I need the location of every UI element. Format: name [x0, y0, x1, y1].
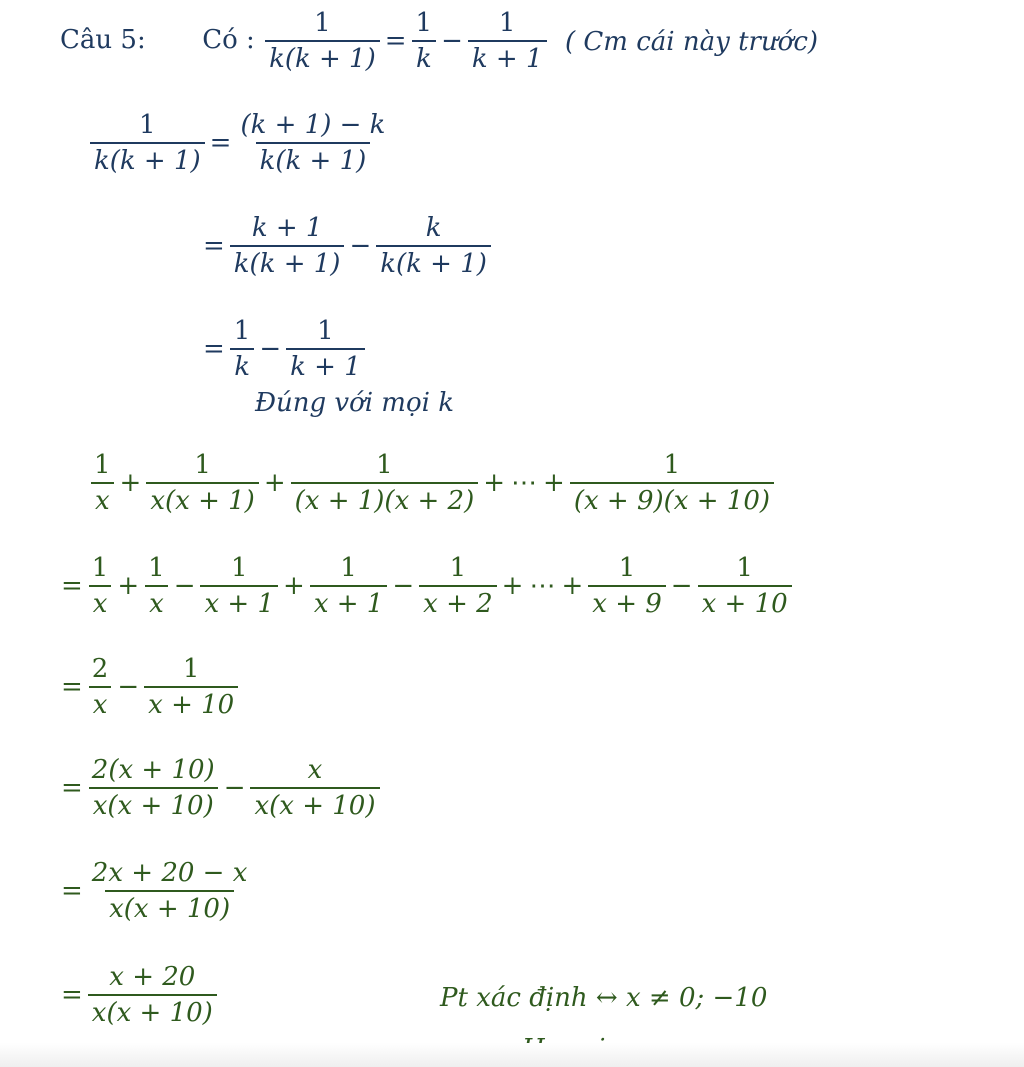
fraction: $\frac{1}{k}$ — [412, 10, 437, 72]
fraction: $\frac{1}{k(k + 1)}$ — [265, 10, 380, 72]
fraction: $\frac{1}{k(k + 1)}$ — [90, 112, 205, 174]
fraction: $\frac{2x + 20 - x}{x(x + 10)}$ — [91, 858, 248, 924]
intro-co: Có : — [202, 25, 255, 55]
proof-conclusion: Đúng với mọi k — [255, 388, 454, 418]
fraction: $\frac{1}{x(x + 1)}$ — [146, 452, 258, 514]
question-label: Câu 5: — [60, 25, 146, 55]
fraction: $\frac{(k + 1) - k}{k(k + 1)}$ — [240, 110, 386, 176]
fraction: $\frac{1}{x + 1}$ — [200, 555, 278, 617]
fraction: $\frac{1}{x + 2}$ — [419, 555, 497, 617]
fraction: $\frac{1}{k + 1}$ — [468, 10, 547, 72]
fraction: $\frac{k + 1}{k(k + 1)}$ — [230, 215, 345, 277]
solution-line-3: = $\frac{2}{x}$ − $\frac{1}{x + 10}$ — [58, 656, 240, 718]
fraction: $\frac{1}{x}$ — [88, 555, 113, 617]
page-bottom-shade — [0, 1043, 1024, 1067]
fraction: $\frac{k}{k(k + 1)}$ — [376, 215, 491, 277]
solution-line-1: $\frac{1}{x}$ + $\frac{1}{x(x + 1)}$ + $\frac{1}{(x + 1)(x + 2)}$ + ⋯ + $\frac{1}{(x + 9)(x + 10)}$ — [88, 452, 776, 514]
fraction: $\frac{1}{k}$ — [230, 318, 255, 380]
proof-line-3: = $\frac{1}{k}$ − $\frac{1}{k + 1}$ — [200, 318, 367, 380]
fraction: $\frac{1}{x + 1}$ — [310, 555, 388, 617]
fraction: $\frac{1}{x + 10}$ — [144, 656, 238, 718]
intro-note: ( Cm cái này trước) — [565, 27, 819, 57]
fraction: $\frac{2(x + 10)}{x(x + 10)}$ — [88, 757, 219, 819]
domain-condition: Pt xác định ↔ x ≠ 0; −10 — [440, 983, 768, 1013]
fraction: $\frac{x + 20}{x(x + 10)}$ — [88, 964, 217, 1026]
solution-line-6: = $\frac{x + 20}{x(x + 10)}$ — [58, 964, 219, 1026]
fraction: $\frac{1}{x + 10}$ — [698, 555, 792, 617]
fraction: $\frac{1}{x + 9}$ — [588, 555, 666, 617]
solution-line-4: = $\frac{2(x + 10)}{x(x + 10)}$ − $\frac{x}{x(x + 10)}$ — [58, 757, 382, 819]
fraction: $\frac{1}{x}$ — [90, 452, 115, 514]
fraction: $\frac{x}{x(x + 10)}$ — [250, 757, 379, 819]
proof-line-2: = $\frac{k + 1}{k(k + 1)}$ − $\frac{k}{k(k + 1)}$ — [200, 215, 493, 277]
fraction: $\frac{1}{x}$ — [144, 555, 169, 617]
fraction: $\frac{1}{(x + 1)(x + 2)}$ — [291, 452, 479, 514]
fraction: $\frac{2}{x}$ — [88, 656, 113, 718]
question-header: Câu 5: Có : $\frac{1}{k(k + 1)}$ = $\frac{1}{k}$ − $\frac{1}{k + 1}$ — [60, 10, 549, 72]
proof-line-1: $\frac{1}{k(k + 1)}$ = $\frac{(k + 1) - k}{k(k + 1)}$ — [88, 112, 391, 174]
solution-line-5: = $\frac{2x + 20 - x}{x(x + 10)}$ — [58, 860, 253, 922]
solution-line-2: = $\frac{1}{x}$ + $\frac{1}{x}$ − $\frac{1}{x + 1}$ + $\frac{1}{x + 1}$ − $\frac{1}{x + 2}$ + ⋯ + $\frac{1}{x + 9}$ − $\frac{1}{x + 10}$ — [58, 555, 794, 617]
fraction: $\frac{1}{(x + 9)(x + 10)}$ — [570, 452, 774, 514]
fraction: $\frac{1}{k + 1}$ — [286, 318, 365, 380]
